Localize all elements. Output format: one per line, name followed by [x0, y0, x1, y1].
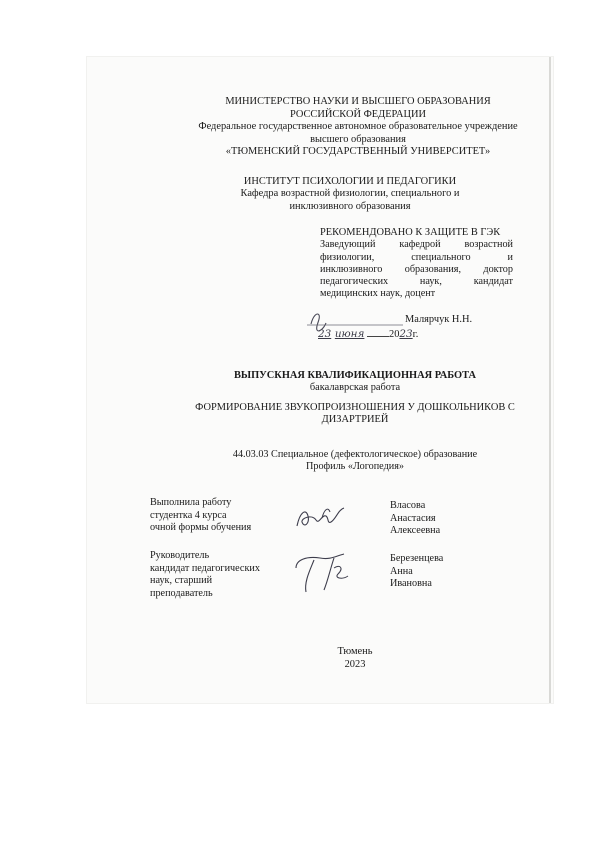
head-line-3: инклюзивного образования, доктор	[320, 263, 513, 275]
student-first-name: Анастасия	[390, 512, 436, 524]
approver-name: Малярчук Н.Н.	[405, 314, 473, 325]
approval-date	[318, 328, 418, 340]
date-month: июня	[334, 328, 365, 340]
student-label-3: очной формы обучения	[150, 522, 252, 534]
student-name	[390, 500, 440, 538]
student-label-2: студентка 4 курса	[150, 509, 227, 521]
topic-line-2: ДИЗАРТРИЕЙ	[321, 414, 389, 426]
specialty: 44.03.03 Специальное (дефектологическое) образование	[232, 449, 478, 460]
recommendation-title: РЕКОМЕНДОВАНО К ЗАЩИТЕ В ГЭК	[320, 227, 501, 238]
supervisor-label-2: кандидат педагогических	[150, 562, 260, 574]
ministry-line-1: МИНИСТЕРСТВО НАУКИ И ВЫСШЕГО ОБРАЗОВАНИЯ	[225, 96, 491, 107]
supervisor-surname: Березенцева	[390, 553, 444, 564]
supervisor-patronymic: Ивановна	[390, 578, 432, 590]
work-type: ВЫПУСКНАЯ КВАЛИФИКАЦИОННАЯ РАБОТА	[233, 370, 477, 381]
profile: Профиль «Логопедия»	[306, 461, 404, 473]
date-day: 23	[318, 328, 332, 340]
institute-block	[200, 176, 500, 213]
student-patronymic: Алексеевна	[390, 525, 441, 537]
work-subtype: бакалаврская работа	[309, 382, 401, 393]
document-footer	[150, 645, 560, 671]
city: Тюмень	[337, 646, 373, 657]
date-year-end: г.	[412, 329, 419, 340]
student-label	[150, 497, 251, 535]
date-underline	[367, 328, 389, 337]
date-year-suffix: 23	[399, 328, 413, 340]
supervisor-signature	[290, 548, 360, 596]
supervisor-label-1: Руководитель	[150, 550, 210, 561]
document-header	[160, 96, 556, 159]
institute-name: ИНСТИТУТ ПСИХОЛОГИИ И ПЕДАГОГИКИ	[243, 176, 457, 187]
university-name: «ТЮМЕНСКИЙ ГОСУДАРСТВЕННЫЙ УНИВЕРСИТЕТ»	[225, 146, 491, 157]
head-line-1: Заведующий кафедрой возрастной	[320, 239, 513, 251]
student-signature	[292, 500, 352, 534]
supervisor-label-3: наук, старший	[150, 575, 213, 587]
specialty-block	[150, 449, 560, 473]
institution-line-2: высшего образования	[310, 133, 406, 145]
date-year-prefix: 20	[389, 329, 400, 340]
supervisor-first-name: Анна	[390, 565, 413, 577]
topic-block	[150, 382, 560, 427]
supervisor-label-4: преподаватель	[150, 587, 213, 599]
supervisor-label	[150, 550, 260, 600]
year: 2023	[344, 659, 366, 670]
supervisor-name	[390, 553, 443, 591]
institution-line-1: Федеральное государственное автономное образовательное учреждение	[198, 121, 518, 132]
head-line-4: педагогических наук, кандидат	[320, 276, 513, 288]
work-type-block	[150, 370, 560, 383]
head-line-5: медицинских наук, доцент	[320, 288, 436, 300]
department-line-1: Кафедра возрастной физиологии, специального и	[240, 188, 460, 200]
department-line-2: инклюзивного образования	[289, 200, 411, 212]
topic-line-1: ФОРМИРОВАНИЕ ЗВУКОПРОИЗНОШЕНИЯ У ДОШКОЛЬНИКОВ С	[195, 401, 515, 413]
recommendation-block	[320, 227, 513, 301]
student-label-1: Выполнила работу	[150, 497, 232, 508]
head-line-2: физиологии, специального и	[320, 251, 513, 263]
student-surname: Власова	[390, 500, 426, 511]
ministry-line-2: РОССИЙСКОЙ ФЕДЕРАЦИИ	[289, 108, 427, 120]
